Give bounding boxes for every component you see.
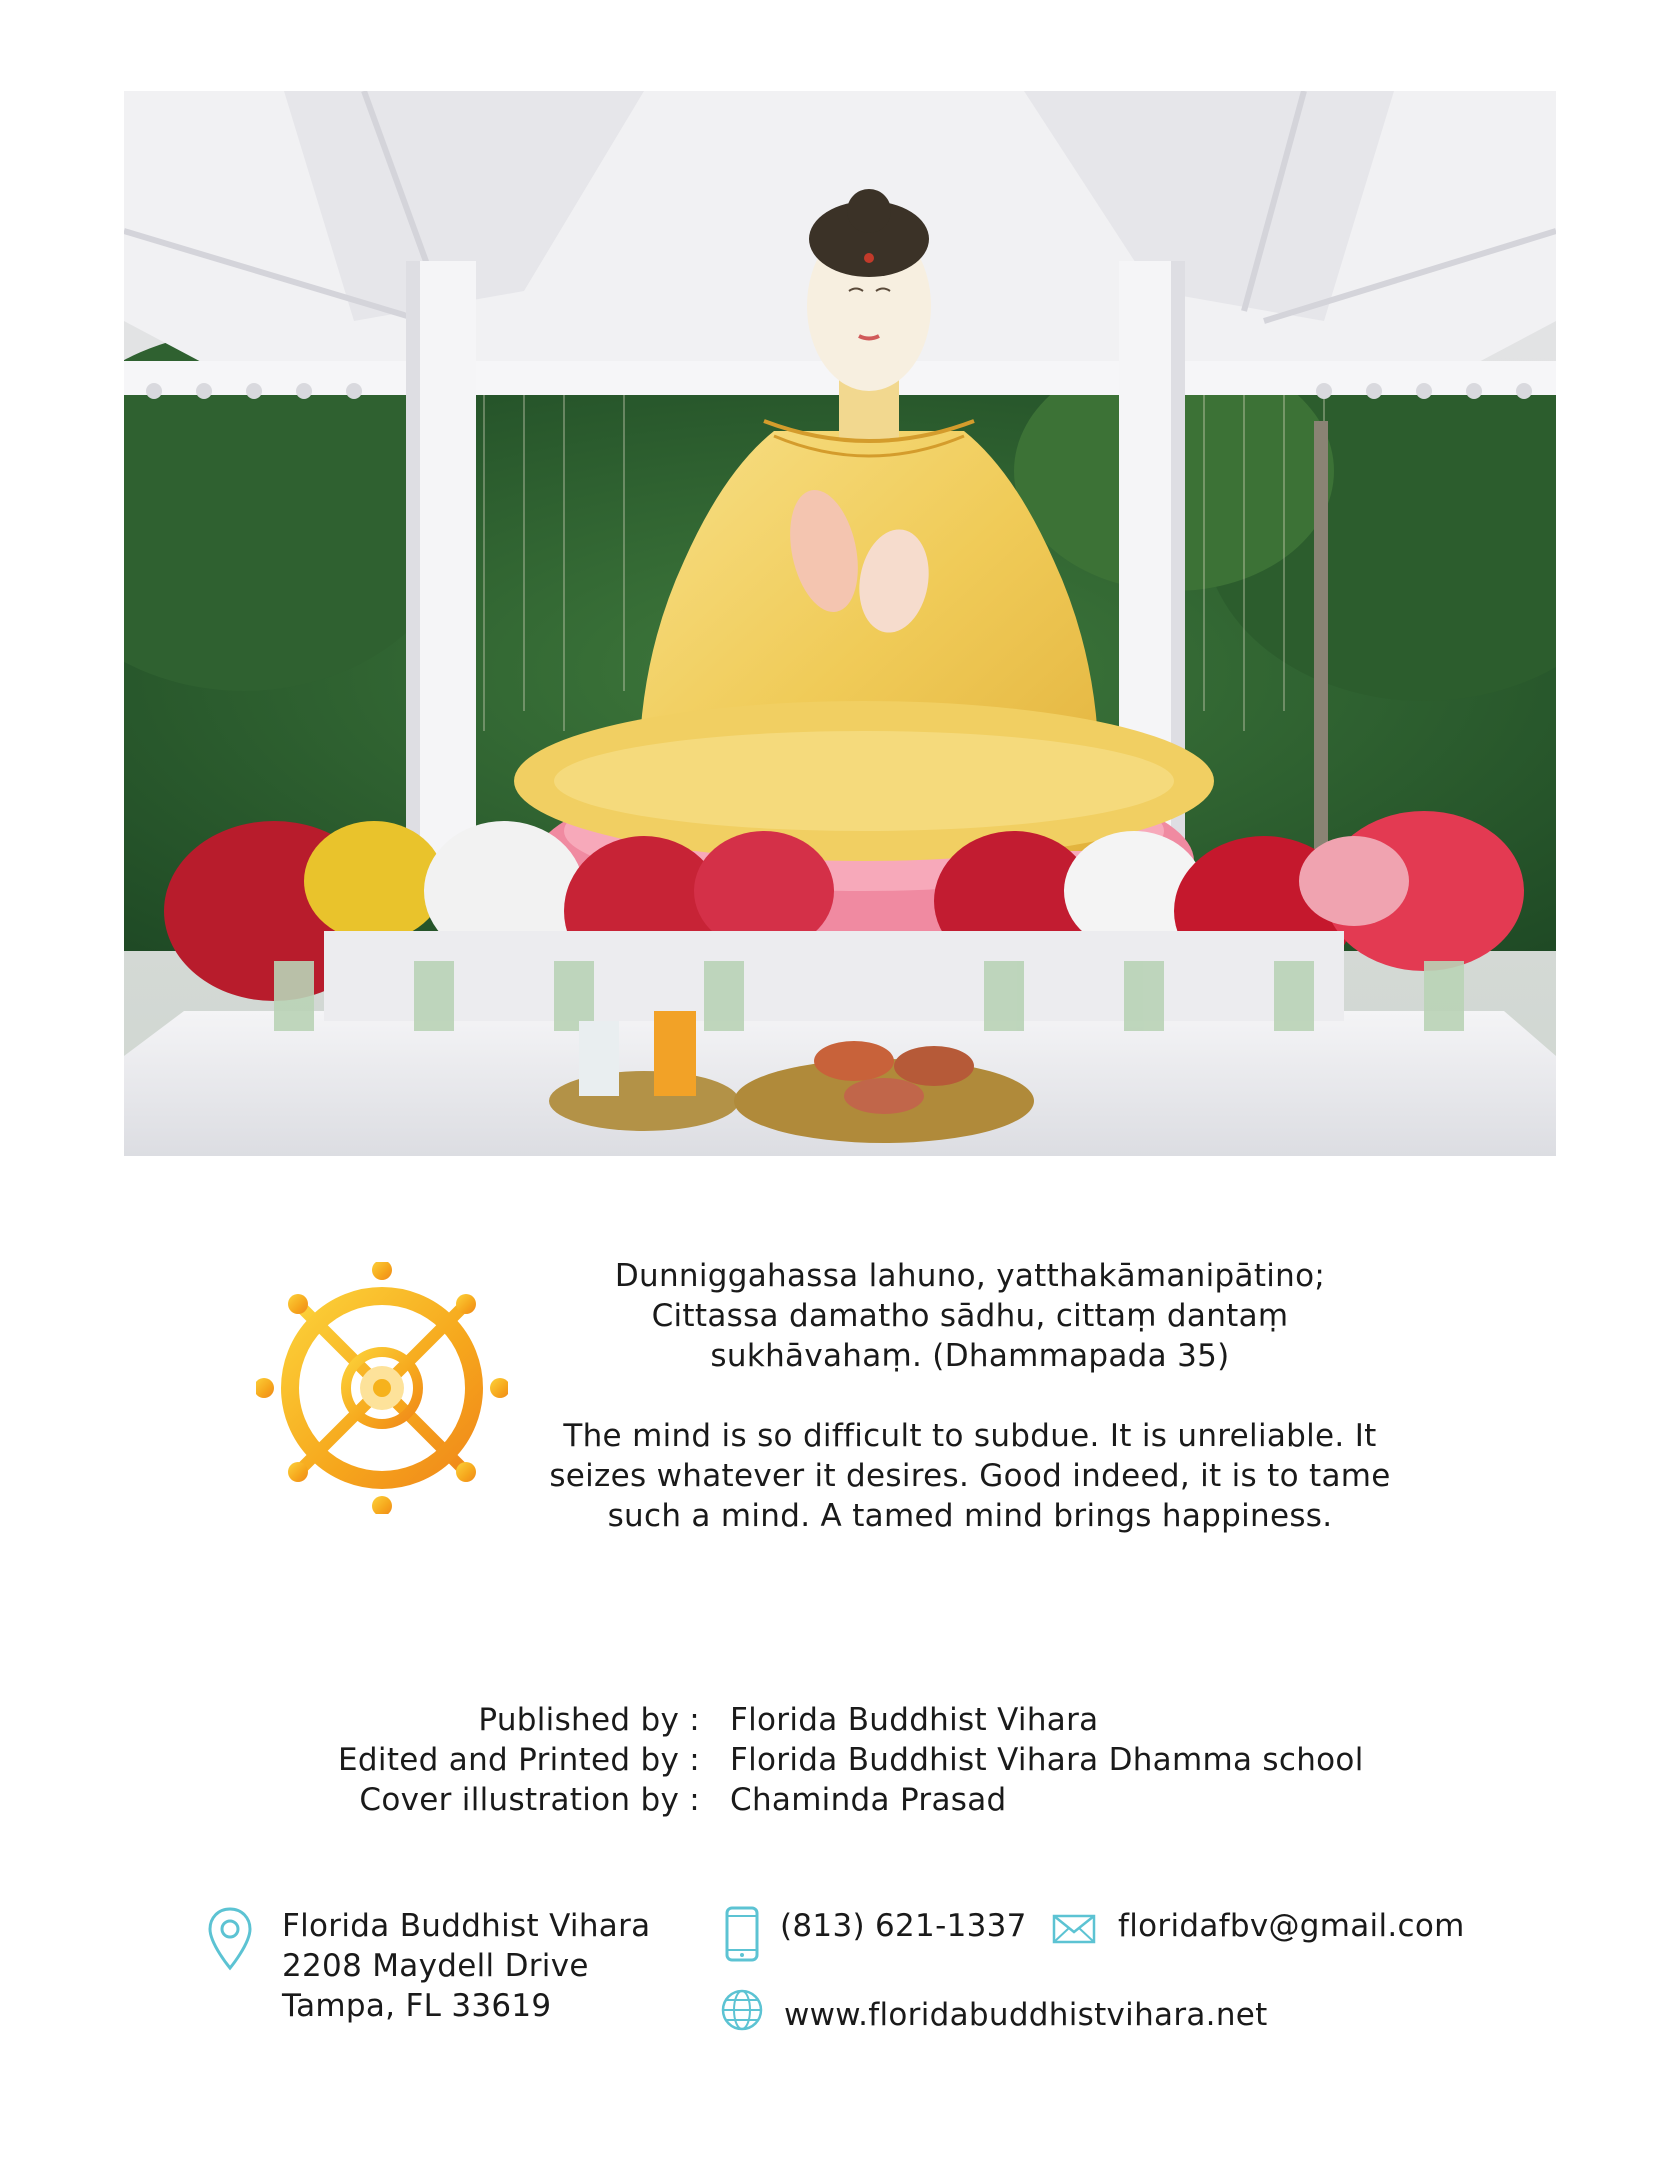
buddha-statue-illustration	[124, 91, 1556, 1156]
address-lines	[282, 1906, 650, 2026]
translation-line: such a mind. A tamed mind brings happiness.	[607, 1498, 1333, 1534]
pali-line: Cittassa damatho sādhu, cittaṃ dantaṃ	[651, 1298, 1289, 1334]
contact-phone	[724, 1906, 1027, 1972]
credit-label: Published by :	[478, 1702, 700, 1738]
credit-value: Chaminda Prasad	[730, 1782, 1007, 1818]
mobile-phone-icon	[724, 1906, 760, 1972]
credit-label: Cover illustration by :	[359, 1782, 700, 1818]
credit-row-published	[250, 1700, 1500, 1740]
location-pin-icon	[206, 1906, 254, 2026]
credit-value: Florida Buddhist Vihara Dhamma school	[730, 1742, 1364, 1778]
credit-value: Florida Buddhist Vihara	[730, 1702, 1099, 1738]
pali-line: sukhāvahaṃ. (Dhammapada 35)	[710, 1338, 1230, 1374]
dharma-wheel-icon	[256, 1262, 508, 1514]
email-address[interactable]: floridafbv@gmail.com	[1118, 1908, 1465, 1944]
dhammapada-verse	[520, 1256, 1420, 1536]
pali-line: Dunniggahassa lahuno, yatthakāmanipātino;	[614, 1258, 1326, 1294]
translation-line: The mind is so difficult to subdue. It is unreliable. It	[563, 1418, 1377, 1454]
envelope-icon	[1052, 1914, 1096, 1954]
pali-verse	[520, 1256, 1420, 1376]
contact-website	[720, 1988, 1268, 2042]
contact-email	[1052, 1906, 1465, 1954]
buddha-statue-photo	[124, 91, 1556, 1156]
address-line: Florida Buddhist Vihara	[282, 1908, 651, 1944]
website-link[interactable]: www.floridabuddhistvihara.net	[784, 1997, 1268, 2033]
address-line: 2208 Maydell Drive	[282, 1948, 589, 1984]
publication-credits	[250, 1700, 1500, 1820]
address-line: Tampa, FL 33619	[282, 1988, 552, 2024]
credit-row-edited	[250, 1740, 1500, 1780]
contact-address	[206, 1906, 650, 2026]
translation-line: seizes whatever it desires. Good indeed, it is to tame	[549, 1458, 1391, 1494]
phone-number[interactable]: (813) 621-1337	[780, 1908, 1027, 1944]
credit-row-cover	[250, 1780, 1500, 1820]
english-translation	[520, 1416, 1420, 1536]
globe-icon	[720, 1988, 764, 2042]
credit-label: Edited and Printed by :	[338, 1742, 700, 1778]
